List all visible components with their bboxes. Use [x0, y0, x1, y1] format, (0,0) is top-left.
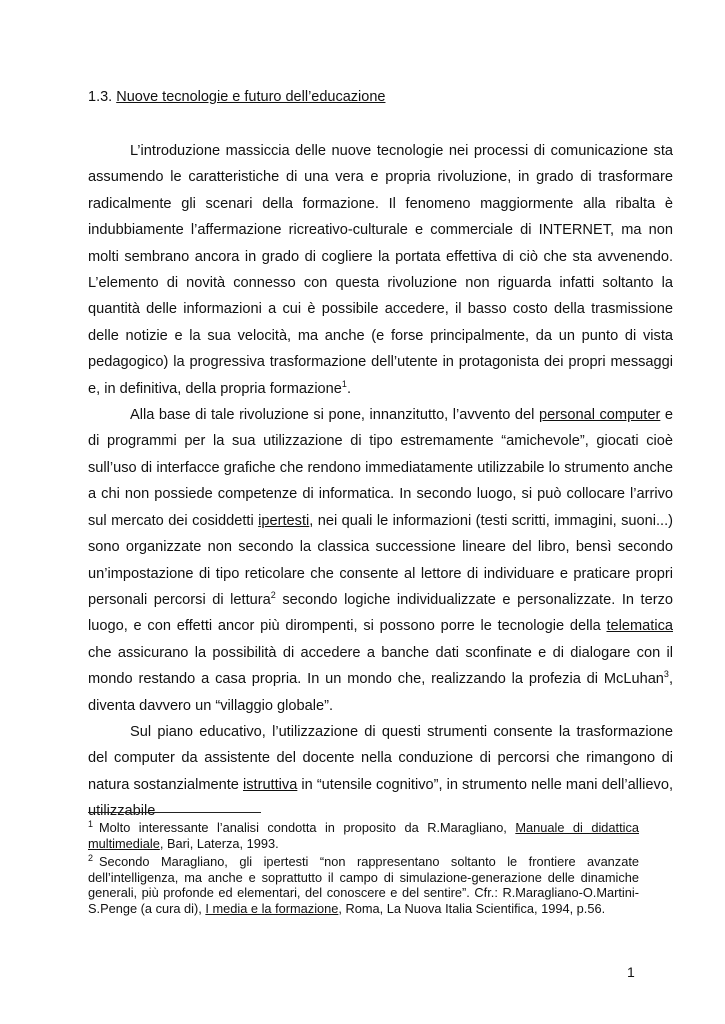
underlined-term: telematica — [606, 618, 673, 635]
underlined-term: Manuale di didattica multimediale — [88, 820, 639, 851]
footnote — [88, 817, 639, 851]
page-number: 1 — [627, 964, 635, 980]
footnote-number: 2 — [88, 853, 94, 863]
footnote-number: 1 — [88, 819, 94, 829]
text-run: , Bari, Laterza, 1993. — [159, 835, 279, 851]
underlined-term: ipertesti — [258, 512, 310, 529]
text-run: Secondo Maragliano, gli ipertesti “non rappresentano soltanto le frontiere avanzate dell’intelligenza, ma anche e soprattutto il campo di simulazione-generazione delle dinamiche generali, più profonde ed elementari, del conoscere e del sentire”. Cfr.: R.Maragliano-O.Martini-S.Penge (a cura di), — [88, 854, 639, 916]
text-run: , diventa davvero un “villaggio globale”. — [88, 671, 673, 714]
text-run: che assicurano la possibilità di accedere a banche dati sconfinate e di dialogare con il mondo restando a casa propria. In un mondo che, realizzando la profezia di McLuhan — [88, 644, 673, 688]
underlined-term: istruttiva — [242, 776, 298, 793]
text-run: Molto interessante l’analisi condotta in proposito da R.Maragliano, — [99, 820, 516, 835]
underlined-term: personal computer — [538, 407, 661, 424]
text-run: L’introduzione massiccia delle nuove tecnologie nei processi di comunicazione sta assumendo le caratteristiche di una vera e propria rivoluzione, in grado di trasformare radicalmente gli scenari della formazione. Il fenomeno maggiormente alla ribalta è indubbiamente l’affermazione ricreativo-culturale e commerciale di INTERNET, ma non molti sembrano ancora in grado di cogliere la portata effettiva di ciò che sta avvenendo. L’elemento di novità connesso con questa rivoluzione non riguarda infatti soltanto la quantità delle informazioni a cui è possibile accedere, il basso costo della trasmissione delle notizie e la sua velocità, ma anche (e forse principalmente, da un punto di vista pedagogico) la progressiva trasformazione dell’utente in protagonista dei propri messaggi e, in definitiva, della propria formazione — [88, 143, 673, 397]
text-run: Sul piano educativo, l’utilizzazione di questi strumenti consente la trasformazione del computer da assistente del docente nella conduzione di percorsi che rimangono di natura sostanzialmente — [88, 723, 673, 793]
underlined-term: I media e la formazione — [205, 900, 339, 916]
paragraph — [88, 402, 673, 719]
text-run: Alla base di tale rivoluzione si pone, innanzitutto, l’avvento del — [130, 407, 539, 424]
section-title: Nuove tecnologie e futuro dell’educazione — [116, 89, 386, 105]
footnote-separator — [88, 812, 261, 813]
text-run: . — [346, 380, 351, 397]
paragraph — [88, 138, 673, 402]
section-number: 1.3. — [88, 89, 113, 105]
section-heading — [88, 88, 385, 106]
footnote-reference: 1 — [341, 378, 347, 389]
footnote-reference: 2 — [270, 589, 276, 600]
text-run: , Roma, La Nuova Italia Scientifica, 1994, p.56. — [338, 900, 606, 916]
body-text — [88, 138, 673, 825]
text-run: secondo logiche individualizzate e personalizzate. In terzo luogo, e con effetti ancor più dirompenti, si possono porre le tecnologie della — [88, 591, 673, 635]
footnotes — [88, 817, 639, 916]
footnote-reference: 3 — [663, 669, 669, 680]
paragraph — [88, 719, 673, 825]
text-run: , nei quali le informazioni (testi scritti, immagini, suoni...) sono organizzate non secondo la classica successione lineare del libro, bensì secondo un’impostazione di tipo reticolare che consente al lettore di individuare e praticare propri personali percorsi di lettura — [88, 512, 673, 608]
text-run: in “utensile cognitivo”, in strumento nelle mani dell’allievo, utilizzabile — [88, 776, 673, 820]
text-run: e di programmi per la sua utilizzazione di tipo estremamente “amichevole”, giocati cioè sull’uso di interfacce grafiche che rendono immediatamente utilizzabile lo strumento anche a chi non possiede competenze di informatica. In secondo luogo, si può collocare l’arrivo sul mercato dei cosiddetti — [88, 407, 674, 529]
footnote — [88, 851, 639, 916]
